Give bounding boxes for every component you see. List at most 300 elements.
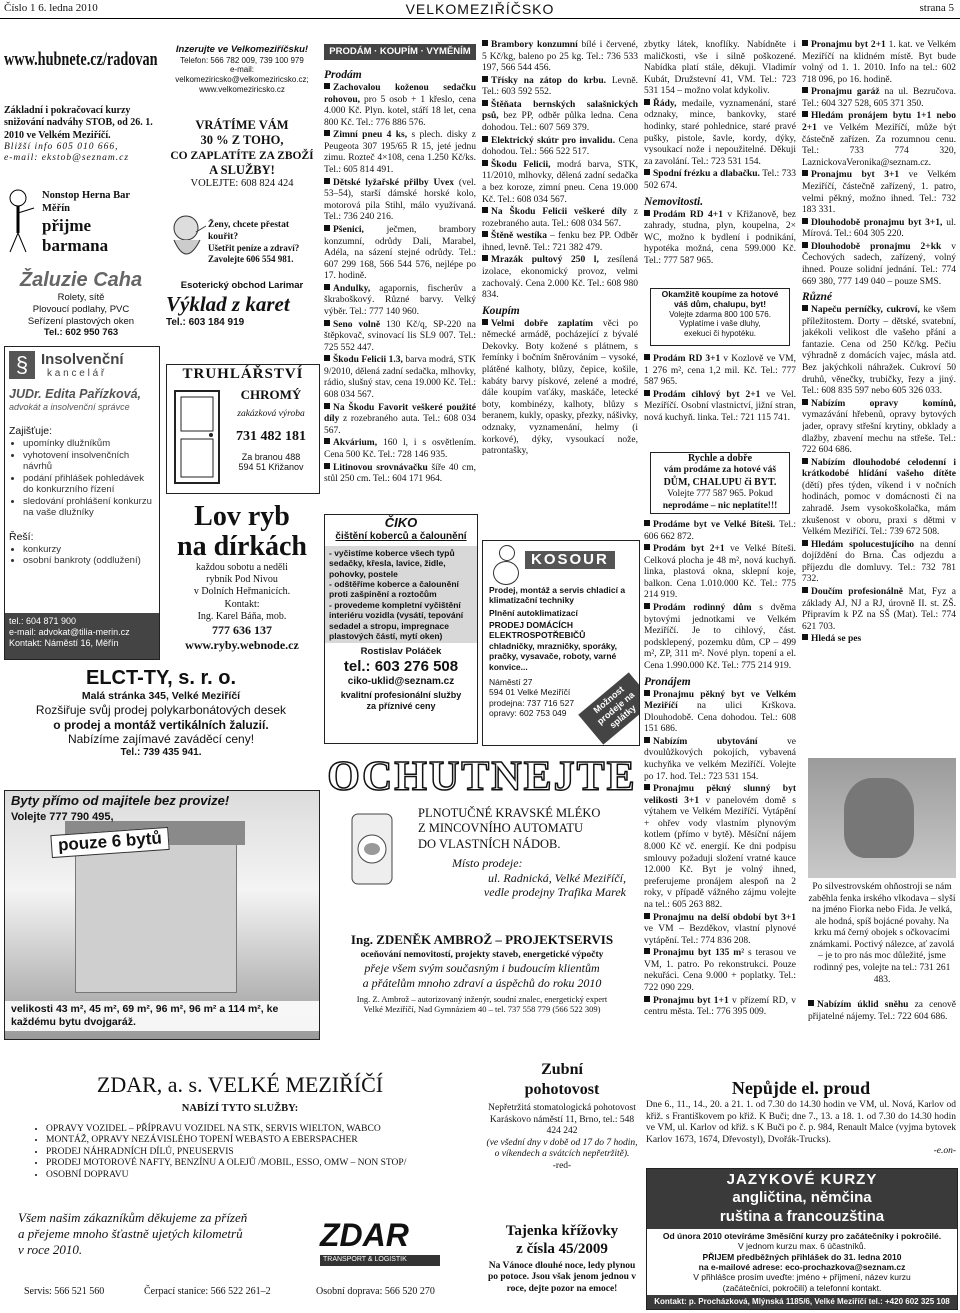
ad-title: Prodám cihlový byt 2+1	[653, 389, 761, 400]
insolv-name: JUDr. Edita Pařízková,	[9, 387, 142, 401]
list-item: Plnění autoklimatizací	[489, 607, 578, 618]
ad-text: ve Vel. Meziříčí. Osobní vlastnictví, jižní stran, nová kuchyň. linka. Tel.: 721 115 741.	[644, 389, 796, 423]
vratime-l2: 30 % Z TOHO,	[200, 133, 284, 148]
ad-text: ve dvoulůžkových pokojích, vybavená kuchyňka ve velkém Meziříčí. Volejte po 17. hod. Tel.: 723 531 154.	[644, 736, 796, 782]
ad-herna	[4, 188, 158, 256]
ciko-slogan2: za příznivé ceny	[366, 701, 436, 712]
ad-title: Na Škodu Favorit veškeré použité díly	[324, 402, 476, 425]
okamzite-l2: váš dům, chalupu, byt!	[673, 299, 767, 310]
tajenka-title1: Tajenka křížovky	[505, 1223, 619, 1239]
bullet-square-icon	[482, 136, 488, 142]
ad-title: Dlouhodobě pronajmu 2+kk	[811, 241, 942, 252]
pes-text: Po silvestrovském ohňostroji se nám zaběhla fenka irského vlkodava – slyší na jméno Fiorka nebo Fida. Je velká, ale hodná, spíš bojácné povahy. Na krku má černý obojek s očkovacími známkami. Poctivý nálezce, ať zavolá – je to pro nás moc důležité, jsme rodinný pes, volejte na tel.: 731 261 483.	[808, 882, 956, 985]
bullet-square-icon	[808, 1000, 814, 1006]
bullet-square-icon	[802, 458, 808, 464]
ad-title: Doučím profesionálně	[811, 587, 903, 598]
classified-ad	[644, 737, 796, 783]
ad-text: z rozebraného auta. Tel.: 608 034 567.	[482, 207, 638, 229]
ad-text: na ul. Bezručova. Tel.: 604 327 528, 605 371 350.	[802, 87, 956, 109]
ad-title: Hledá se pes	[811, 634, 862, 645]
ad-title: Elektrický skútr pro invalidu.	[491, 135, 616, 146]
vratime-l1: VRÁTÍME VÁM	[195, 118, 289, 132]
bullet-square-icon	[644, 354, 650, 360]
list-item: - provedeme kompletní vyčištění interiéru vozidla (vysátí, tepování sedadel a stropu, impregnace plastových částí, mytí oken)	[329, 599, 464, 641]
ad-text: za cenově přijatelné nájemy. Tel.: 722 604 686.	[808, 1000, 956, 1022]
classified-ad	[644, 996, 796, 1019]
zeny-l3: Zavolejte 606 554 981.	[208, 254, 294, 265]
bullet-square-icon	[644, 996, 650, 1002]
rychle-l5: neprodáme – nic neplatíte!!!	[662, 500, 778, 511]
kurzy-l6: (začátečníci, pokročilí) a telefonní kontakt.	[722, 1282, 882, 1293]
lovryb-l4: Kontakt:	[224, 598, 260, 610]
insolv-kontakt: Kontakt: Náměstí 16, Měřín	[9, 637, 119, 648]
ad-title: Mrazák pultový 250 l,	[491, 255, 599, 266]
classified-ad	[482, 136, 638, 159]
lovryb-l5: Ing. Karel Báňa, mob.	[197, 610, 287, 622]
okamzite-l3: Volejte zdarma 800 100 576.	[669, 309, 771, 319]
classified-ad	[324, 355, 476, 401]
kurzy-header	[647, 1169, 957, 1229]
inzerujte-title: Inzerujte ve Velkomeziříčsku!	[175, 44, 309, 55]
ad-tajenka	[484, 1222, 640, 1310]
ad-title: Prodáme byt ve Velké Bíteši.	[653, 520, 776, 530]
classifieds-col1	[324, 66, 476, 490]
truhlar-tel: 731 482 181	[236, 429, 306, 445]
kosour-stamp: Možnost prodeje na splátky	[578, 672, 640, 744]
ad-text: ve Velkém Meziříčí, může být částečně zařízen. Za rozumnou cenu. Tel.: 733 774 320, LaznickovaVeronika@seznam.cz.	[802, 123, 956, 168]
okamzite-l4: Vyplatíme i vaše dluhy,	[679, 319, 761, 329]
bullet-square-icon	[644, 603, 650, 609]
ad-title: Andulky,	[333, 283, 371, 294]
classified-ad	[324, 225, 476, 283]
kosour-contact	[489, 677, 574, 718]
section-heading: Pronájem	[644, 675, 691, 688]
zaluzie-tel: Tel.: 602 950 763	[43, 327, 119, 336]
classified-ad	[802, 40, 956, 86]
prodam-banner: PRODÁM · KOUPÍM · VYMĚNÍM	[324, 44, 476, 60]
zaluzie-line1: Rolety, sítě	[57, 292, 105, 304]
bullet-square-icon	[482, 255, 488, 261]
neprude-text: Dne 6., 11., 14., 20. a 21. 1. od 7.30 do 14.30 hodin ve VM, ul. Nová, Karlov od křiž. s Františkovem po křiž. K Buči; dne 7., 13. a 18. 1. od 7.30 do 14.30 hodin ve VM, ul. Karlov od křiž. s K Buči po č. p. 984, Renault Malce (vyjma bytovek Karlov 1673, 1674, Dřevostyl), Dvořák-Trucks).	[646, 1099, 956, 1145]
zeny-l1: Ženy, chcete přestat kouřit?	[208, 220, 289, 242]
classified-ad	[802, 170, 956, 216]
rychle-l1: Rychle a dobře	[687, 453, 753, 464]
ad-text: barva modrá, STK 9/2010, dělená zadní sedačka, mlhovky, rádio, slušný stav, cena 19.000 Kč. Tel.: 608 034 567.	[324, 355, 476, 401]
ad-title: Dětské lyžařské přilby Uvex	[333, 177, 455, 188]
ad-title: Pronajmu byt 1+1	[653, 995, 729, 1006]
hubnete-info: Bližší info 605 010 666,	[4, 141, 119, 152]
ad-text: s plech. disky z Peugeota 307 195/65 R 15, jeté jednu zimu. Rozteč 4×108, cena 1.250 Kč/ks. Tel.: 605 814 491.	[324, 130, 476, 176]
lovryb-title2: na dírkách	[177, 531, 307, 562]
ad-title: Zachovalou koženou sedačku rohovou,	[324, 83, 476, 105]
ad-title: Pronajmu na delší období byt 3+1	[653, 912, 796, 923]
snowman-icon	[493, 545, 519, 583]
inzerujte-email-label: e-mail:	[229, 65, 254, 75]
ad-text: (vel. 53–54), starší dámské horské kolo, motorová pila Stihl, málo využívaná. Tel.: 736 240 216.	[324, 177, 476, 223]
bullet-square-icon	[644, 690, 650, 696]
classified-ad	[324, 320, 476, 355]
ad-title: Pšenici,	[333, 224, 364, 235]
classified-ad	[644, 390, 796, 425]
herna-hiring: přijme barmana	[42, 215, 109, 256]
insolv-list2	[9, 544, 155, 567]
bullet-square-icon	[324, 284, 330, 290]
list-item: • sledování prohlášení konkurzu na vaše dlužníky	[23, 496, 155, 519]
ad-text: ve Velkém Meziříčí, částečně zařízený, 1. patro, velmi pěkný, možno ihned. Tel.: 732 183 331.	[802, 170, 956, 216]
rychle-l2: vám prodáme za hotové váš	[663, 465, 777, 476]
ad-title: Pronajmu byt 135 m²	[653, 948, 745, 959]
ad-title: Nabízím úklid sněhu	[817, 1000, 909, 1010]
ad-text: medaile, vyznamenání, staré odznaky, mince, bankovky, staré hodinky, staré pohlednice, staré pravé pušky, pistole, šavle, kordy, dýky, vysoukací nože i nepoužitelné. Děkuji za zavolání. Tel.: 723 531 154.	[644, 98, 796, 167]
woman-smoking-icon	[166, 212, 208, 268]
classified-ad	[808, 1000, 956, 1023]
ad-text: bez PP, odběr půlka ledna. Cena dohodou. Tel.: 607 569 379.	[482, 111, 638, 134]
ciko-email: ciko-uklid@seznam.cz	[347, 676, 455, 688]
kurzy-t3: ruština a francouzština	[719, 1207, 885, 1225]
ad-title: Nabízím dlouhodobé celodenní i krátkodobé hlídání vašeho dítěte	[802, 457, 956, 480]
insolv-zajistuje: Zajišťuje:	[9, 425, 53, 438]
pohotovost-title1: Zubní	[541, 1061, 583, 1078]
classified-ad	[802, 87, 956, 110]
cartoon-waiter-icon	[4, 188, 40, 254]
zdar-cerpaci: Čerpací stanice: 566 522 261–2	[144, 1286, 271, 1297]
list-item: • OSOBNÍ DOPRAVU	[46, 1170, 476, 1182]
dog-shape	[844, 778, 914, 858]
ochutnejte-l3: DO VLASTNÍCH NÁDOB.	[418, 836, 561, 851]
ad-lovryb	[166, 502, 318, 662]
bullet-square-icon	[802, 40, 808, 46]
truhlar-addr1: Za branou 488	[241, 451, 301, 462]
ad-text: s terasou ve VM, 1. patro. Po rekonstrukci. Pouze nekuřáci. Cena 9.000 + poplatky. Tel.: 722 090 229.	[644, 948, 796, 993]
bullet-square-icon	[482, 40, 488, 46]
byty-banner: pouze 6 bytů	[50, 827, 169, 858]
classified-ad	[802, 218, 956, 241]
ad-kosour	[482, 540, 640, 746]
zaluzie-line2: Plovoucí podlahy, PVC	[32, 303, 130, 315]
classified-ad	[802, 242, 956, 288]
ad-title: Prodám byt 2+1	[653, 544, 725, 555]
elcty-l1: Rozšiřuje svůj prodej polykarbonátových desek	[35, 703, 287, 718]
herna-name: Nonstop Herna Bar Měřín	[42, 190, 130, 214]
ad-text: v Křižanově, bez zahrady, studna, plyn, koupelna, 2× WC, možno k bydlení i podnikání, hypotéka možná, cena 599.000 Kč. Tel.: 777 587 965.	[644, 209, 796, 266]
zdar-sub: NABÍZÍ TYTO SLUŽBY:	[181, 1102, 299, 1114]
bullet-square-icon	[644, 948, 650, 954]
kosour-addr2: 594 01 Velké Meziříčí	[489, 687, 571, 698]
bullet-square-icon	[324, 130, 330, 136]
ad-text: ve VM – Bezděkov, vlastní plynové vytápění. Tel.: 774 836 208.	[644, 924, 796, 946]
ad-title: Štěňata bernských salašnických psů,	[482, 99, 638, 122]
kurzy-t2: angličtina, němčina	[732, 1189, 872, 1207]
ambroz-sub: oceňování nemovitostí, projekty staveb, energetické výpočty	[360, 949, 604, 960]
ad-title: Pronajmu byt 2+1	[811, 40, 886, 50]
ad-zeny	[166, 212, 318, 268]
bullet-square-icon	[802, 634, 808, 640]
bullet-square-icon	[644, 99, 650, 105]
list-item: PRODEJ DOMÁCÍCH ELEKTROSPOTŘEBIČŮ chladničky, mrazničky, sporáky, pračky, vysavače, roboty, varné konvice...	[489, 620, 618, 672]
ochutnejte-m1: Místo prodeje:	[452, 856, 523, 870]
insolv-list	[9, 438, 155, 519]
pohotovost-red: -red-	[552, 1160, 572, 1171]
kurzy-l1: Od února 2010 otevíráme 3měsíční kurzy pro začátečníky i pokročilé.	[662, 1230, 942, 1241]
bullet-square-icon	[802, 111, 808, 117]
classified-ad	[644, 99, 796, 168]
classified-ad	[644, 913, 796, 948]
kosour-addr: Náměstí 27	[489, 677, 533, 687]
classified-ad	[324, 284, 476, 319]
elcty-l3: Nabízíme zajímavé zaváděcí ceny!	[67, 732, 255, 747]
kurzy-t1: JAZYKOVÉ KURZY	[726, 1171, 878, 1188]
ciko-tel: tel.: 603 276 508	[343, 657, 459, 675]
ad-zaluzie	[4, 268, 158, 336]
list-item: • vyhotovení insolvenčních návrhů	[23, 450, 155, 473]
ad-text: s dvěma bytovými jednotkami ve Velkém Meziříčí. Je to cihlový, část. podsklepený, pozemku dům, CP – 499 m², ZP, 311 m². Nové plyn. topení a el. Cena 1.990.000 Kč. Tel.: 775 214 919.	[644, 603, 796, 671]
byty-title: Byty přímo od majitele bez provize!	[11, 793, 230, 808]
bullet-square-icon	[482, 160, 488, 166]
ad-text: pro 5 osob + 1 křeslo, cena 4.000 Kč. Plyn. kotel, stáří 18 let, cena 800 Kč. Tel.: 776 886 576.	[324, 94, 476, 128]
ad-title: Litinovou srovnávačku	[333, 462, 428, 473]
bullet-square-icon	[802, 540, 808, 546]
bullet-square-icon	[482, 76, 488, 82]
door-icon	[173, 389, 223, 485]
ad-text: bílé i červené, 5 Kč/kg, baleno po 25 kg. Tel.: 736 533 197, 566 544 456.	[482, 40, 638, 74]
ciko-name: Rostislav Poláček	[360, 646, 442, 658]
ad-title: Napeču perníčky, cukroví,	[811, 305, 920, 316]
bullet-square-icon	[482, 207, 488, 213]
classified-ad	[644, 210, 796, 268]
ad-text: věci po německé armádě, pocházející z bývalé Dekovky. Boty kožené s plátnem, s řemínky i bočním šněrováním – vysoké, plátěné kalhoty, blůzy, čepice, košile, kabáty barvy pískové, zelené a modré, dále koupím vaťáky, maskáče, letecké boty, kombinézy, kalhoty, blůzy s beranem, kukly, opasky, přezky, nášivky, odznaky, vyznamenání, helmy (i korkové), dýky, vysoukací nože, patrontašky,	[482, 318, 638, 457]
elcty-l2: o prodej a montáž vertikálních žaluzií.	[53, 717, 269, 732]
lovryb-l3: v Dolních Heřmanicích.	[193, 586, 291, 598]
section-heading: Různé	[802, 291, 833, 304]
larimar-title: Výklad z karet	[166, 291, 290, 316]
bullet-square-icon	[802, 87, 808, 93]
ad-title: Nabízím opravy komínů,	[811, 398, 956, 409]
ad-title: Zimní pneu 4 ks,	[333, 130, 408, 141]
ad-neprude	[646, 1078, 956, 1162]
classified-ad	[482, 207, 638, 230]
truhlar-sub: zakázková výroba	[237, 408, 305, 419]
kurzy-contact: Kontakt: p. Procházková, Mlýnská 1185/6, Velké Meziříčí tel.: +420 602 325 108	[647, 1295, 957, 1309]
hubnete-email: e-mail: ekstob@seznam.cz	[4, 153, 130, 164]
ad-title: Pronajmu byt 3+1	[811, 170, 900, 181]
ad-text: z rozebraného auta. Tel.: 608 034 567.	[324, 414, 476, 436]
zeny-l2: Ušetřit peníze a zdraví?	[208, 243, 300, 254]
classifieds-col3	[644, 40, 796, 282]
tajenka-title2: z čísla 45/2009	[516, 1241, 608, 1258]
zdar-wish2: a přejeme mnoho šťastně ujetých kilometrů	[18, 1225, 243, 1241]
bullet-square-icon	[644, 784, 650, 790]
ciko-sub: čištění koberců a čalounění	[335, 530, 467, 542]
list-item: - vyčistíme koberce všech typů sedačky, křesla, lavice, židle, pohovky, postele	[329, 548, 455, 579]
kurzy-l3: PŘIJEM předběžných přihlášek do 31. ledna 2010	[702, 1251, 902, 1262]
rychle-l4: Volejte 777 587 965. Pokud	[667, 488, 773, 499]
larimar-tel: Tel.: 603 184 919	[166, 317, 245, 329]
classified-ad	[324, 463, 476, 486]
kosour-title: KOSOUR	[525, 551, 615, 569]
milk-cow-icon	[332, 804, 410, 894]
classified-ad	[644, 603, 796, 672]
ad-title: Prodám RD 3+1	[653, 354, 721, 364]
classified-ad	[482, 319, 638, 458]
insolv-resi: Řeší:	[9, 531, 34, 544]
ad-text: v panelovém domě s výtahem ve Velkém Meziříčí. Vytápění + ohřev vody vlastním plynovým kotlem (přímo v bytě). Měsíční nájem 8.000 Kč vč. energií. Ke dni podpisu smlouvy požaduji složení vratné kauce 12.000 Kč. Byt je volný ihned, preferujeme pronájem alespoň na 2 roky, v případě vážného zájmu volejte na tel.: 605 263 882.	[644, 795, 796, 910]
vratime-tel: VOLEJTE: 608 824 424	[190, 177, 294, 189]
classified-ad	[802, 399, 956, 457]
zdar-wish3: v roce 2010.	[18, 1241, 83, 1257]
ad-title: Seno volně	[333, 319, 381, 330]
elcty-addr: Malá stránka 345, Velké Meziříčí	[81, 690, 241, 703]
ad-kurzy	[646, 1168, 958, 1310]
rychle-l3: DŮM, CHALUPU či BYT.	[663, 476, 777, 488]
larimar-shop: Esoterický obchod Larimar	[180, 280, 304, 291]
ad-text: v přízemí RD, v centru města. Tel.: 776 395 009.	[644, 995, 796, 1018]
pohotovost-title2: pohotovost	[524, 1080, 600, 1098]
ad-byty	[4, 790, 320, 1040]
classified-ad	[482, 100, 638, 135]
bullet-square-icon	[644, 390, 650, 396]
ad-okamzite	[650, 288, 790, 346]
ad-text: modrá barva, STK, 11/2010, mlhovky, dělená zadní sedačka a bez koroze, zimní pneu. Cena 19.000 Kč. Tel.: 608 034 567.	[482, 159, 638, 205]
ad-text: 160 l, i s osvětlením. Cena 500 Kč. Tel.: 728 146 935.	[324, 438, 476, 460]
bullet-square-icon	[324, 438, 330, 444]
bullet-square-icon	[644, 169, 650, 175]
bullet-square-icon	[644, 210, 650, 216]
inzerujte-email[interactable]: velkomeziricsko@velkomeziricsko.cz;	[175, 75, 309, 85]
newspaper-title: VELKOMEZIŘÍČSKO	[405, 1, 555, 17]
hubnete-url[interactable]: www.hubnete.cz/radovan	[4, 49, 158, 70]
ad-text: Mat, Fyz a základy AJ, NJ a RJ, úrovně II. st. ZŠ. Připravím k PZ na SŠ (Mat). Tel.: 774 621 703.	[802, 587, 956, 632]
list-item: • OPRAVY VOZIDEL – PŘÍPRAVU VOZIDEL NA STK, SERVIS WIELTON, WABCO	[46, 1124, 476, 1136]
ad-vratime	[166, 118, 318, 202]
page-number: strana 5	[919, 2, 954, 14]
ad-text: ječmen, brambory konzumní, odrůdy Dali, Marabel, Adéla, na sázení stejné odrůdy. Tel.: 607 299 168, 566 544 576, nejlépe po 17. hodině.	[324, 224, 476, 282]
ochutnejte-m3: vedle prodejny Trafika Marek	[483, 885, 626, 900]
ad-title: Štěně westíka	[491, 231, 547, 242]
bullet-square-icon	[802, 305, 808, 311]
okamzite-l5: exekuci či hypotéku.	[683, 329, 757, 339]
neprude-sign: -e.on-	[933, 1146, 956, 1157]
zaluzie-line3: Seřízení plastových oken	[27, 315, 135, 327]
ciko-items	[325, 546, 477, 643]
list-item: • MONTÁŽ, OPRAVY NEZÁVISLÉHO TOPENÍ WEBASTO A EBERSPACHER	[46, 1135, 476, 1147]
bullet-square-icon	[324, 403, 330, 409]
ciko-title: ČIKO	[384, 515, 418, 530]
pohotovost-note: (ve všední dny v době od 17 do 7 hodin, o víkendech a svátcích nepřetržitě).	[486, 1137, 638, 1160]
ad-text: Tel.: 606 662 872.	[644, 520, 796, 542]
insolv-contact	[5, 613, 159, 659]
classified-ad	[482, 231, 638, 254]
ad-pohotovost	[484, 1060, 640, 1210]
lovryb-web[interactable]: www.ryby.webnode.cz	[185, 637, 299, 652]
ad-ciko	[324, 514, 478, 744]
ad-title: Pronajmu pěkný slunný byt velikosti 3+1	[644, 784, 796, 806]
list-item: • upomínky dlužníkům	[23, 438, 155, 450]
classifieds-col4	[802, 40, 956, 756]
lovryb-tel: 777 636 137	[212, 622, 272, 637]
classified-ad	[802, 305, 956, 398]
zdar-logo-text: ZDAR	[320, 1217, 409, 1253]
inzerujte-web[interactable]: www.velkomeziricsko.cz	[199, 84, 285, 94]
classifieds-col4b	[808, 1000, 956, 1044]
ciko-slogan1: kvalitní profesionální služby	[340, 690, 462, 701]
insolvencni-logo	[9, 351, 155, 381]
classified-ad	[482, 40, 638, 75]
bullet-square-icon	[324, 83, 330, 89]
ad-text: zbytky látek, knoflíky. Nabídněte i maličkosti, vše i silně poškozené. Nabídka platí stále, děkuji. Vladimír Kubát, Družstevní 41, VM. Tel.: 723 531 154 – možno volat kdykoliv.	[644, 40, 796, 97]
ad-title: Dlouhodobě pronajmu byt 3+1,	[811, 217, 943, 228]
classified-ad	[644, 169, 796, 192]
ambroz-title: Ing. ZDENĚK AMBROŽ – PROJEKTSERVIS	[350, 932, 614, 947]
bullet-square-icon	[324, 355, 330, 361]
ad-text: šíře 40 cm, stůl 250 cm. Tel.: 604 171 964.	[324, 462, 476, 485]
ad-text: – fenku bez PP. Odběr ihned, levně. Tel.: 721 382 479.	[482, 231, 638, 253]
ad-text: ke všem příležitostem. Dorty – dětské, svatební, jakékoli velikost dle vašeho přání a fantazie. Cena od 250 Kč/kg. Pečiu výhradně z domácích vajec, másla atd. Bez jakýchkoli náhražek. Cukroví 50 druhů, věnečky, trubičky, řezy a jiný. Tel.: 608 835 597 nebo 605 326 033.	[802, 305, 956, 397]
classified-ad	[482, 255, 638, 301]
bullet-square-icon	[644, 520, 650, 526]
section-heading: Koupím	[482, 304, 520, 317]
ad-zdar	[4, 1046, 476, 1308]
classified-ad	[802, 587, 956, 633]
section-heading: Nemovitosti.	[644, 195, 704, 208]
kosour-prodejna: prodejna: 737 716 527	[489, 697, 575, 708]
insolvencni-logo-sub: k a n c e l á ř	[47, 368, 105, 379]
ad-title: Prodám RD 4+1	[653, 209, 723, 220]
bullet-square-icon	[802, 399, 808, 405]
ad-title: Řády,	[653, 98, 677, 109]
list-item: • PRODEJ NÁHRADNÍCH DÍLŮ, PNEUSERVIS	[46, 1147, 476, 1159]
bullet-square-icon	[324, 225, 330, 231]
ochutnejte-m2: ul. Radnická, Velké Meziříčí,	[488, 870, 626, 885]
vratime-l3: CO ZAPLATÍTE ZA ZBOŽÍ	[170, 149, 314, 162]
classified-ad	[324, 438, 476, 461]
hubnete-text: Základní i pokračovací kurzy snižování nadváhy STOB, od 26. 1. 2010 ve Velkém Meziříčí.	[4, 105, 153, 141]
byty-tel: Volejte 777 790 495,	[11, 811, 114, 823]
zdar-services	[4, 1124, 476, 1182]
classified-ad	[644, 520, 796, 543]
tajenka-text: Na Vánoce dlouhé noce, ledy plynou po potoce. Jsou však jenom jednou v roce, dejte pozor na emoce!	[487, 1260, 637, 1294]
kosour-items	[489, 585, 633, 672]
classifieds-col3c	[644, 520, 796, 1078]
list-item: • osobní bankroty (oddlužení)	[23, 555, 155, 567]
ad-ambroz	[326, 932, 638, 1034]
ad-inzerujte	[166, 44, 318, 100]
inzerujte-tel: Telefon: 566 782 009, 739 100 979	[180, 55, 304, 65]
ambroz-wish2: a přátelům mnoho zdraví a úspěchů do roku 2010	[362, 976, 602, 991]
classified-ad	[644, 544, 796, 602]
ad-text: (dětí) přes týden, víkend i v nočních hodinách, pomoc v domácnosti či na zahradě. Jsem vysokoškolačka, mám zkušenost v oboru, praxi s dětmi v Velkém Meziříčí. Tel.: 739 672 508.	[802, 480, 956, 538]
ad-title: Spodní frézku a dlabačku.	[653, 169, 760, 180]
classified-ad	[482, 160, 638, 206]
ad-title: Hledám spolucestujícího	[811, 539, 915, 550]
bullet-square-icon	[324, 463, 330, 469]
bullet-square-icon	[802, 242, 808, 248]
ad-text: zesílená izolace, ekonomický provoz, velmi zachovalý. Cena 2.000 Kč. Tel.: 608 980 834.	[482, 255, 638, 301]
ad-text: ul. Mírová. Tel.: 604 305 220.	[802, 217, 956, 240]
ad-elcty	[4, 666, 318, 774]
truhlar-addr2: 594 51 Křižanov	[238, 462, 304, 473]
classified-ad	[324, 178, 476, 224]
ad-text: vymazávání hřebenů, opravy bytových jader, opravy střešní krytiny, obklady a dlažby, zbavení mechu na střeše. Tel.: 722 604 686.	[802, 410, 956, 456]
ochutnejte-l1: PLNOTUČNÉ KRAVSKÉ MLÉKO	[418, 806, 601, 820]
classifieds-col2	[482, 40, 638, 502]
bullet-square-icon	[802, 587, 808, 593]
classified-ad	[324, 403, 476, 438]
insolv-role: advokát a insolvenční správce	[9, 402, 130, 413]
ad-rychle	[650, 452, 790, 514]
bullet-square-icon	[482, 319, 488, 325]
ambroz-f1: Ing. Z. Ambrož – autorizovaný inženýr, soudní znalec, energetický expert	[356, 993, 608, 1004]
zaluzie-title: Žaluzie Caha	[19, 269, 143, 291]
